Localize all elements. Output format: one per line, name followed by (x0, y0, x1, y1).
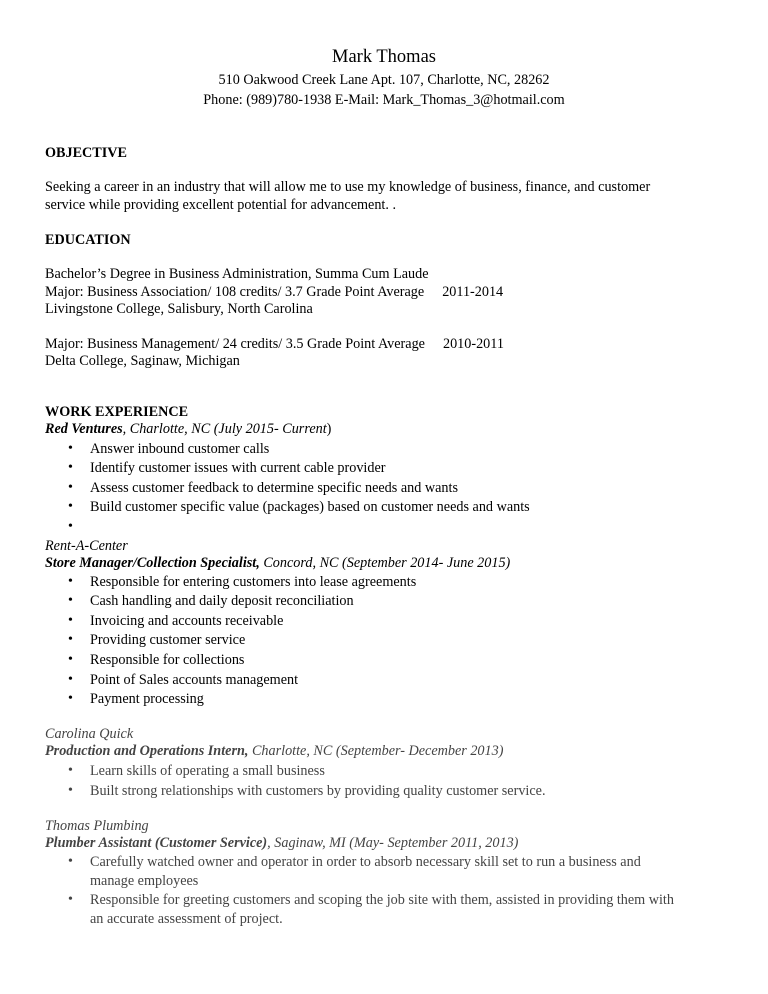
education-major-2-text: Major: Business Management/ 24 credits/ 3.5 Grade Point Average (45, 336, 425, 352)
job4-bullet-continued: manage employees (90, 873, 199, 889)
job2-bullet: • Point of Sales accounts management (90, 671, 298, 689)
job2-bullet: • Providing customer service (90, 631, 245, 649)
education-major-2-years: 2010-2011 (442, 336, 504, 352)
job1-company: Red Ventures (45, 421, 123, 437)
job2-title: Store Manager/Collection Specialist, (45, 555, 260, 571)
education-major-2 (45, 335, 504, 353)
job1-line (45, 420, 331, 438)
job2-line (45, 554, 510, 572)
job4-bullet-continued: an accurate assessment of project. (90, 911, 283, 927)
job3-company: Carolina Quick (45, 726, 134, 742)
job1-bullet: • Answer inbound customer calls (90, 440, 269, 458)
contact-line: Phone: (989)780-1938 E-Mail: Mark_Thomas_3@hotmail.com (203, 92, 565, 108)
job3-details: Charlotte, NC (September- December 2013) (248, 743, 504, 759)
job2-company: Rent-A-Center (45, 538, 128, 554)
job1-bullet: • Identify customer issues with current cable provider (90, 459, 385, 477)
job1-close: ) (326, 421, 332, 437)
job4-line (45, 834, 518, 852)
job3-line (45, 742, 503, 760)
job1-details: , Charlotte, NC (July 2015- Current (122, 421, 327, 437)
address-line: 510 Oakwood Creek Lane Apt. 107, Charlotte, NC, 28262 (218, 72, 550, 88)
education-school-1: Livingstone College, Salisbury, North Carolina (45, 301, 313, 317)
job2-bullet: • Responsible for entering customers into lease agreements (90, 573, 416, 591)
work-heading: WORK EXPERIENCE (45, 404, 189, 420)
job4-bullet: • Carefully watched owner and operator in order to absorb necessary skill set to run a business and (90, 853, 641, 871)
job2-bullet: • Cash handling and daily deposit reconciliation (90, 592, 354, 610)
education-major-1 (45, 283, 503, 301)
education-school-2: Delta College, Saginaw, Michigan (45, 353, 240, 369)
education-heading: EDUCATION (45, 232, 131, 248)
job4-bullet: • Responsible for greeting customers and scoping the job site with them, assisted in providing them with (90, 891, 674, 909)
objective-heading: OBJECTIVE (45, 145, 127, 161)
job4-title: Plumber Assistant (Customer Service) (45, 835, 268, 851)
job3-title: Production and Operations Intern, (45, 743, 249, 759)
job1-bullet: • Build customer specific value (packages) based on customer needs and wants (90, 498, 530, 516)
education-major-1-text: Major: Business Association/ 108 credits/ 3.7 Grade Point Average (45, 284, 425, 300)
job4-details: , Saginaw, MI (May- September 2011, 2013) (267, 835, 519, 851)
education-major-1-years: 2011-2014 (442, 284, 504, 300)
job2-bullet: • Invoicing and accounts receivable (90, 612, 283, 630)
candidate-name: Mark Thomas (332, 47, 436, 67)
objective-line-2: service while providing excellent potential for advancement. . (45, 197, 397, 213)
job3-bullet: • Learn skills of operating a small business (90, 762, 325, 780)
job2-bullet: • Responsible for collections (90, 651, 244, 669)
education-degree: Bachelor’s Degree in Business Administration, Summa Cum Laude (45, 266, 429, 282)
job2-bullet: • Payment processing (90, 690, 204, 708)
job4-company: Thomas Plumbing (45, 818, 149, 834)
objective-line-1: Seeking a career in an industry that will allow me to use my knowledge of business, finance, and customer (45, 179, 651, 195)
job3-bullet: • Built strong relationships with customers by providing quality customer service. (90, 782, 546, 800)
job1-bullet: • Assess customer feedback to determine specific needs and wants (90, 479, 458, 497)
job2-details: Concord, NC (September 2014- June 2015) (259, 555, 511, 571)
